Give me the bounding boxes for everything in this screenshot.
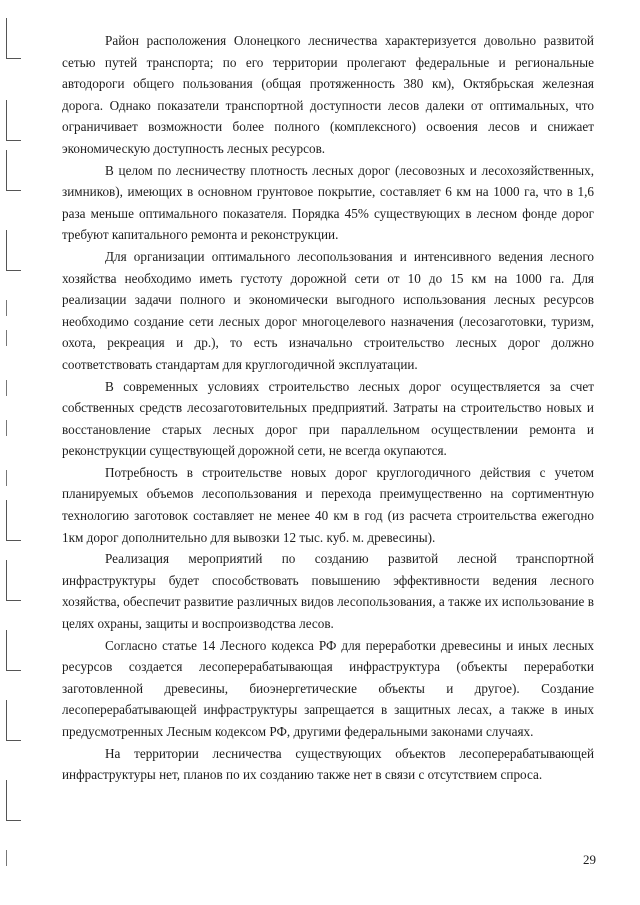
binding-mark (6, 150, 21, 191)
binding-mark (6, 780, 21, 821)
binding-mark (6, 560, 21, 601)
binding-mark (6, 630, 21, 671)
document-body (62, 30, 594, 786)
binding-tick (6, 300, 7, 316)
binding-mark (6, 500, 21, 541)
binding-tick (6, 380, 7, 396)
paragraph: В современных условиях строительство лесных дорог осуществляется за счет собственных средств лесозаготовительных предприятий. Затраты на строительство новых и восстановление старых лесных дорог при параллельном осуществлении ремонта и реконструкции существующей дорожной сети, не всегда окупаются. (62, 378, 594, 459)
binding-edge-marks (6, 0, 26, 905)
binding-mark (6, 230, 21, 271)
paragraph: Район расположения Олонецкого лесничества характеризуется довольно развитой сетью путей транспорта; по его территории пролегают федеральные и региональные автодороги общего пользования (общая протяженность 380 км), Октябрьская железная дорога. Однако показатели транспортной доступности лесов далеки от оптимальных, что ограничивает возможности более полного (комплексного) освоения лесов и снижает экономическую доступность лесных ресурсов. (62, 33, 594, 156)
page-number: 29 (583, 852, 596, 867)
paragraph: Реализация мероприятий по созданию развитой лесной транспортной инфраструктуры будет способствовать повышению эффективности ведения лесного хозяйства, обеспечит развитие различных видов лесопользования, а также их использование в целях охраны, защиты и воспроизводства лесов. (62, 551, 594, 632)
paragraph: Потребность в строительстве новых дорог круглогодичного действия с учетом планируемых объемов лесопользования и перехода преимущественно на сортиментную технологию заготовок составляет не менее 40 км в год (из расчета строительства ежегодно 1км дорог дополнительно для вывозки 12 тыс. куб. м. древесины). (62, 464, 594, 545)
binding-mark (6, 700, 21, 741)
paragraph: На территории лесничества существующих объектов лесоперерабатывающей инфраструктуры нет, планов по их созданию также нет в связи с отсутствием спроса. (62, 745, 594, 783)
binding-tick (6, 420, 7, 436)
paragraph: Для организации оптимального лесопользования и интенсивного ведения лесного хозяйства необходимо иметь густоту дорожной сети от 10 до 15 км на 1000 га. Для реализации задачи полного и экономически выгодного использования лесных ресурсов необходимо создание сети лесных дорог многоцелевого назначения (лесозаготовки, туризм, охота, рекреация и др.), то есть изначально строительство лесных дорог должно соответствовать стандартам для круглогодичной эксплуатации. (62, 248, 594, 372)
binding-tick (6, 850, 7, 866)
paragraph: Согласно статье 14 Лесного кодекса РФ для переработки древесины и иных лесных ресурсов создается лесоперерабатывающая инфраструктура (объекты переработки заготовленной древесины, биоэнергетические объекты и другое). Создание лесоперерабатывающей инфраструктуры запрещается в защитных лесах, а также в иных предусмотренных Лесным кодексом РФ, другими федеральными законами случаях. (62, 637, 594, 739)
paragraph: В целом по лесничеству плотность лесных дорог (лесовозных и лесохозяйственных, зимников), имеющих в основном грунтовое покрытие, составляет 6 км на 1000 га, что в 1,6 раза меньше оптимального показателя. Порядка 45% существующих в лесном фонде дорог требуют капитального ремонта и реконструкции. (62, 162, 594, 243)
binding-tick (6, 470, 7, 486)
binding-mark (6, 100, 21, 141)
binding-mark (6, 18, 21, 59)
binding-tick (6, 330, 7, 346)
